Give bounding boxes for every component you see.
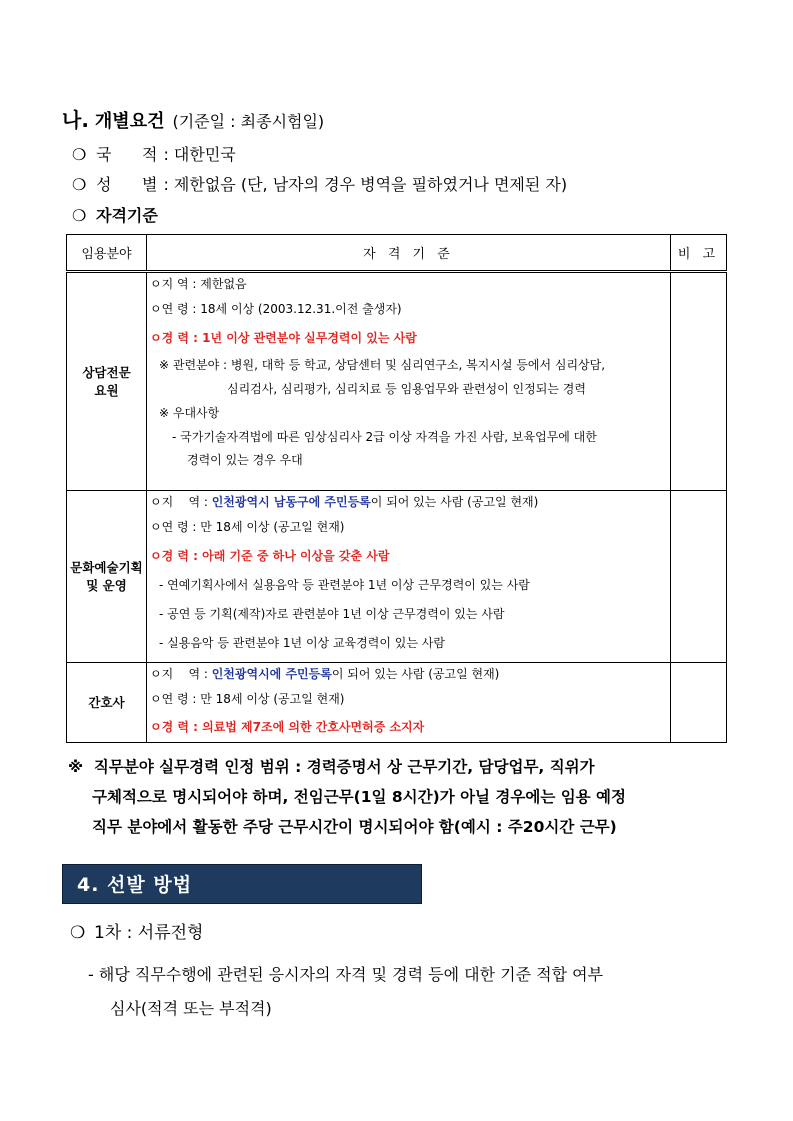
section-heading bbox=[62, 104, 324, 133]
region-prefix: ㅇ지 역 : bbox=[150, 667, 212, 681]
nationality-line bbox=[72, 142, 236, 165]
table-row bbox=[67, 663, 727, 743]
description-line: - 해당 직무수행에 관련된 응시자의 자격 및 경력 등에 대한 기준 적합 여부 bbox=[88, 965, 604, 984]
nationality-value: : 대한민국 bbox=[163, 145, 236, 164]
criteria-preference: ※ 우대사항 bbox=[159, 406, 220, 420]
header-criteria: 자 격 기 준 bbox=[147, 235, 671, 272]
circle-bullet-icon: ❍ bbox=[72, 175, 87, 194]
criteria-dash: - 실용음악 등 관련분야 1년 이상 교육경력이 있는 사람 bbox=[159, 636, 445, 650]
remarks-cell bbox=[671, 491, 727, 663]
field-cell bbox=[67, 663, 147, 743]
criteria-line-highlight: ㅇ경 력 : 아래 기준 중 하나 이상을 갖춘 사람 bbox=[150, 549, 390, 563]
field-label: 간호사 bbox=[88, 694, 125, 710]
circle-bullet-icon: ❍ bbox=[72, 145, 87, 164]
criteria-line: ㅇ연 령 : 만 18세 이상 (공고일 현재) bbox=[150, 692, 345, 706]
selection-description bbox=[88, 958, 748, 1026]
region-highlight: 인천광역시에 주민등록 bbox=[211, 667, 332, 681]
criteria-line bbox=[147, 663, 670, 685]
table-row bbox=[67, 272, 727, 491]
field-label: 상담전문 bbox=[82, 364, 131, 380]
step-1-label: 1차 : 서류전형 bbox=[94, 923, 204, 943]
field-label: 및 운영 bbox=[86, 577, 127, 593]
circle-bullet-icon: ❍ bbox=[70, 923, 86, 943]
criteria-note: 심리검사, 심리평가, 심리치료 등 임용업무와 관련성이 인정되는 경력 bbox=[227, 382, 586, 396]
criteria-line: ㅇ지 역 : 제한없음 bbox=[150, 277, 247, 291]
criteria-line bbox=[147, 491, 670, 513]
header-field: 임용분야 bbox=[67, 235, 147, 272]
section-4-title-bar: 4. 선발 방법 bbox=[62, 864, 422, 904]
note-line: 직무 분야에서 활동한 주당 근무시간이 명시되어야 함(예시 : 주20시간 근무) bbox=[92, 818, 617, 836]
criteria-line-highlight: ㅇ경 력 : 1년 이상 관련분야 실무경력이 있는 사람 bbox=[150, 331, 417, 345]
table-row bbox=[67, 491, 727, 663]
table-header-row bbox=[67, 235, 727, 272]
header-remarks: 비 고 bbox=[671, 235, 727, 272]
criteria-cell bbox=[147, 272, 671, 491]
region-prefix: ㅇ지 역 : bbox=[150, 495, 212, 509]
field-label: 문화예술기획 bbox=[70, 559, 143, 575]
gender-line bbox=[72, 172, 567, 195]
field-cell bbox=[67, 272, 147, 491]
gender-value: : 제한없음 (단, 남자의 경우 병역을 필하였거나 면제된 자) bbox=[163, 175, 568, 194]
region-suffix: 이 되어 있는 사람 (공고일 현재) bbox=[370, 495, 539, 509]
remarks-cell bbox=[671, 663, 727, 743]
criteria-dash: - 공연 등 기획(제작)자로 관련분야 1년 이상 근무경력이 있는 사람 bbox=[159, 607, 505, 621]
criteria-line-highlight: ㅇ경 력 : 의료법 제7조에 의한 간호사면허증 소지자 bbox=[150, 720, 425, 734]
qualification-line bbox=[72, 203, 158, 226]
description-line: 심사(적격 또는 부적격) bbox=[110, 999, 272, 1018]
circle-bullet-icon: ❍ bbox=[72, 206, 87, 225]
note-line: 구체적으로 명시되어야 하며, 전임근무(1일 8시간)가 아닐 경우에는 임용 예정 bbox=[92, 788, 626, 806]
requirements-table bbox=[66, 234, 727, 743]
criteria-note: ※ 관련분야 : 병원, 대학 등 학교, 상담센터 및 심리연구소, 복지시설 등에서 심리상담, bbox=[159, 358, 606, 372]
field-cell bbox=[67, 491, 147, 663]
criteria-cell bbox=[147, 491, 671, 663]
region-highlight: 인천광역시 남동구에 주민등록 bbox=[211, 495, 371, 509]
section-subtitle: (기준일 : 최종시험일) bbox=[172, 112, 325, 131]
criteria-dash: - 국가기술자격법에 따른 임상심리사 2급 이상 자격을 가진 사람, 보육업무에 대한 bbox=[172, 430, 597, 444]
criteria-cell bbox=[147, 663, 671, 743]
criteria-dash: 경력이 있는 경우 우대 bbox=[187, 453, 303, 467]
criteria-line: ㅇ연 령 : 만 18세 이상 (공고일 현재) bbox=[150, 520, 345, 534]
criteria-line: ㅇ연 령 : 18세 이상 (2003.12.31.이전 출생자) bbox=[150, 302, 402, 316]
note-line: ※ 직무분야 실무경력 인정 범위 : 경력증명서 상 근무기간, 담당업무, 직위가 bbox=[68, 758, 595, 776]
section-number: 나. bbox=[62, 108, 89, 132]
gender-label: 성 별 bbox=[96, 175, 158, 194]
remarks-cell bbox=[671, 272, 727, 491]
criteria-dash: - 연예기획사에서 실용음악 등 관련분야 1년 이상 근무경력이 있는 사람 bbox=[159, 578, 530, 592]
section-title: 개별요건 bbox=[94, 111, 165, 132]
qualification-label: 자격기준 bbox=[96, 206, 158, 225]
experience-note bbox=[68, 752, 626, 842]
region-suffix: 이 되어 있는 사람 (공고일 현재) bbox=[331, 667, 500, 681]
selection-step-1 bbox=[70, 918, 203, 943]
field-label: 요원 bbox=[94, 382, 119, 398]
nationality-label: 국 적 bbox=[96, 145, 158, 164]
